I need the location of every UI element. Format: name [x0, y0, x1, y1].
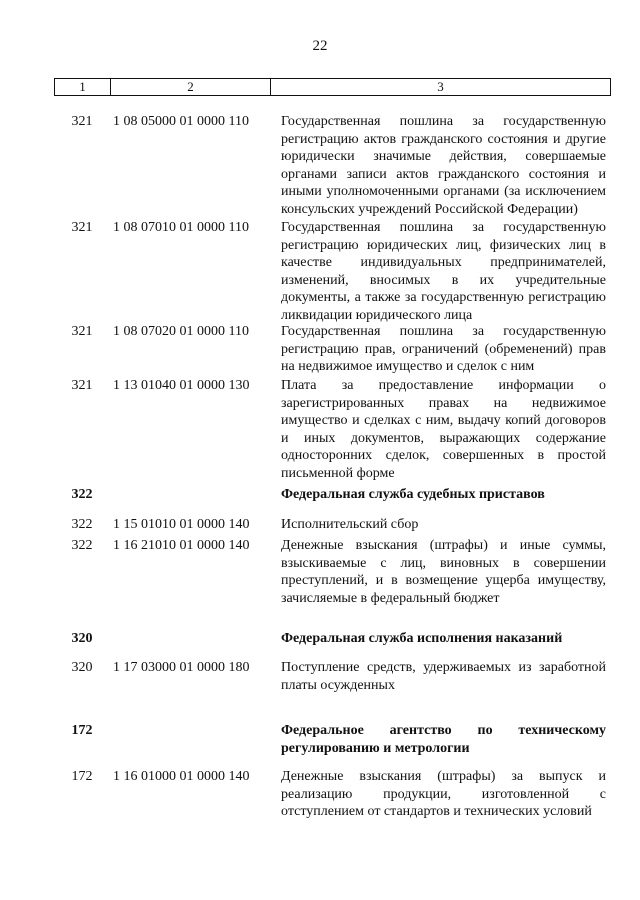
description-line: регулированию и метрологии — [281, 740, 470, 756]
description-line: платы осужденных — [281, 677, 395, 693]
header-col-1: 1 — [55, 79, 111, 95]
description-line: Исполнительский сбор — [281, 517, 419, 532]
description-line: Федеральное агентство по техническому — [281, 723, 606, 738]
description-line: Федеральная служба исполнения наказаний — [281, 631, 563, 646]
budget-code: 1 08 07010 01 0000 110 — [113, 220, 249, 235]
admin-code: 172 — [71, 769, 93, 784]
description-line: иными уполномоченными органами (за исключением — [281, 184, 606, 200]
description-line: Денежные взыскания (штрафы) за выпуск и — [281, 769, 606, 784]
description — [281, 377, 606, 483]
description-line: преступлений, и в возмещение ущерба имуществу, — [281, 573, 606, 589]
description — [281, 537, 606, 607]
description-line: ликвидации юридического лица — [281, 307, 473, 323]
budget-code: 1 08 05000 01 0000 110 — [113, 114, 249, 129]
budget-code: 1 15 01010 01 0000 140 — [113, 517, 250, 532]
description-line: Плата за предоставление информации о — [281, 378, 606, 393]
description-line: Денежные взыскания (штрафы) и иные суммы, — [281, 538, 606, 553]
description — [281, 516, 606, 534]
description-line: регистрацию юридических лиц, физических лиц в — [281, 237, 606, 253]
description-line: регистрацию прав, ограничений (обременений) прав — [281, 341, 606, 357]
description-line: Государственная пошлина за государственную — [281, 324, 606, 339]
description — [281, 113, 606, 219]
description-line: имущество и сделках с ним, выдачу копий договоров — [281, 413, 606, 429]
admin-code: 322 — [71, 517, 93, 532]
agency-name — [281, 486, 606, 504]
agency-name — [281, 722, 606, 757]
description-line: регистрацию актов гражданского состояния и другие — [281, 131, 606, 147]
description — [281, 659, 606, 694]
description-line: зачисляемые в федеральный бюджет — [281, 590, 500, 606]
description-line: органами записи актов гражданского состояния и — [281, 166, 606, 182]
description-line: отступлением от стандартов и технических условий — [281, 804, 592, 820]
admin-code: 172 — [71, 723, 93, 738]
admin-code: 322 — [71, 487, 93, 502]
description-line: Поступление средств, удерживаемых из заработной — [281, 660, 606, 675]
admin-code: 320 — [71, 631, 93, 646]
admin-code: 320 — [71, 660, 93, 675]
description-line: письменной форме — [281, 465, 395, 481]
description-line: Государственная пошлина за государственную — [281, 220, 606, 235]
page-number: 22 — [312, 38, 328, 54]
description-line: и иных документов, выражающих содержание — [281, 430, 606, 446]
description — [281, 323, 606, 376]
admin-code: 321 — [71, 378, 93, 393]
table-header — [54, 78, 611, 96]
budget-code: 1 16 01000 01 0000 140 — [113, 769, 250, 784]
description-line: на недвижимое имущество и сделок с ним — [281, 359, 535, 375]
description — [281, 219, 606, 325]
description-line: качестве индивидуальных предпринимателей, — [281, 255, 606, 271]
description-line: документы, а также за государственную регистрацию — [281, 290, 606, 306]
budget-code: 1 13 01040 01 0000 130 — [113, 378, 250, 393]
header-col-3: 3 — [437, 79, 444, 94]
description-line: взыскиваемые с лиц, виновных в совершении — [281, 555, 606, 571]
header-col-2: 2 — [111, 79, 271, 95]
description-line: Федеральная служба судебных приставов — [281, 487, 545, 502]
description-line: изменений, вносимых в их учредительные — [281, 272, 606, 288]
budget-code: 1 08 07020 01 0000 110 — [113, 324, 249, 339]
description-line: юридически значимые действия, совершаемые — [281, 149, 606, 165]
description-line: консульских учреждений Российской Федерации) — [281, 201, 578, 217]
admin-code: 321 — [71, 114, 93, 129]
description-line: зарегистрированных правах на недвижимое — [281, 395, 606, 411]
description-line: Государственная пошлина за государственную — [281, 114, 606, 129]
budget-code: 1 16 21010 01 0000 140 — [113, 538, 250, 553]
description — [281, 768, 606, 821]
admin-code: 322 — [71, 538, 93, 553]
budget-code: 1 17 03000 01 0000 180 — [113, 660, 250, 675]
admin-code: 321 — [71, 324, 93, 339]
description-line: односторонних сделок, совершенных в простой — [281, 448, 606, 464]
agency-name — [281, 630, 606, 648]
description-line: реализацию продукции, изготовленной с — [281, 786, 606, 802]
admin-code: 321 — [71, 220, 93, 235]
